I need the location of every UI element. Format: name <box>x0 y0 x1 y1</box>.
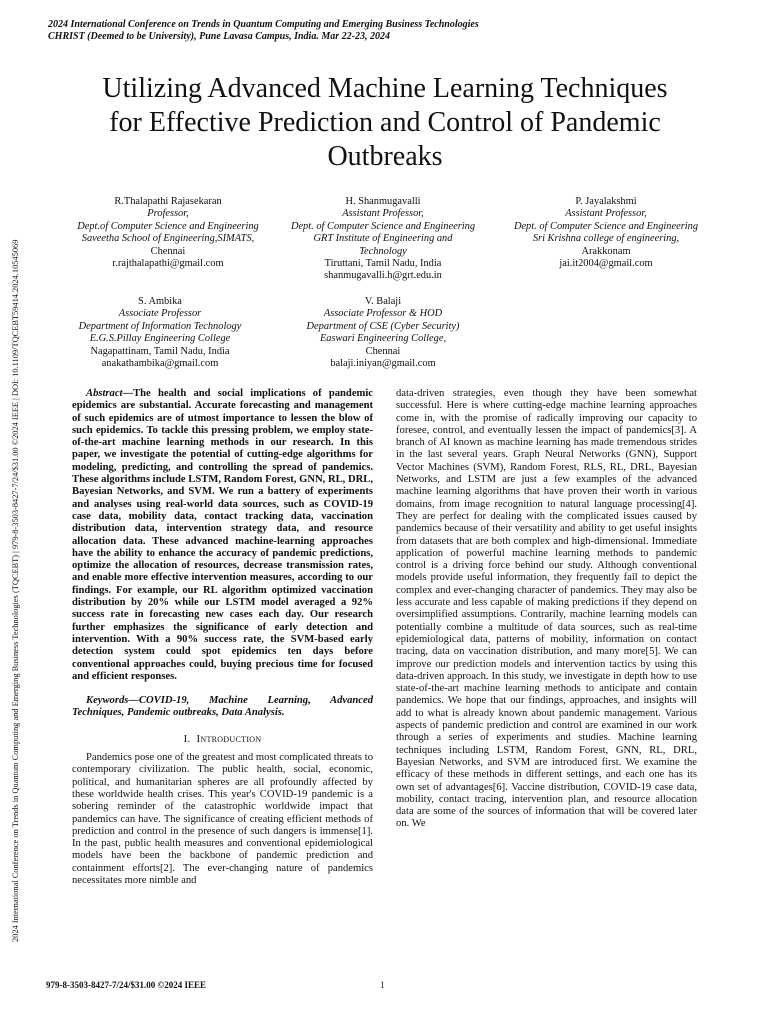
author-block <box>276 296 490 370</box>
author-email: anakathambika@gmail.com <box>101 358 219 370</box>
author-dept: Department of CSE (Cyber Security) <box>306 320 460 332</box>
author-role: Assistant Professor, <box>342 208 424 220</box>
conference-name: 2024 International Conference on Trends in Quantum Computing and Emerging Business Technologies <box>48 19 479 30</box>
section-title: Introduction <box>196 732 262 745</box>
author-email: balaji.iniyan@gmail.com <box>330 358 436 370</box>
intro-paragraph-right: data-driven strategies, even though they have been somewhat successful. Here is where cutting-edge machine learning approaches come in, with the promise of radically improving our capacity to foresee, control, and eventually lessen the impact of pandemics[3]. A branch of AI known as machine learning has made tremendous strides in the last several years. Graph Neural Networks (GNN), Support Vector Machines (SVM), Random Forest, RLS, RL, DRL, Bayesian Networks, and LSTM are just a few examples of the advanced machine learning algorithms that have proven their worth in various domains, from image recognition to natural language processing[4]. They are perfect for dealing with the complicated issues caused by pandemics because of their versatility and ability to get useful insights from datasets that are both complex and high-dimensional. Immediate application of powerful machine learning methods to pandemic control is a driving force behind our study. Although conventional models provide useful information, they frequently fail to depict the complex and ever-changing character of pandemics. They may also be less accurate and less capable of making predictions if they depend on oversimplified assumptions. Contrarily, machine learning models can potentially combine a multitude of data sources, such as real-time epidemiological data, patterns of mobility, information on contact tracing, data on vaccination distribution, and many more[5]. We can improve our prediction models and intervention tactics by using this data-driven approach. In this study, we investigate in depth how to use state-of-the-art machine learning methods to anticipate and contain pandemics. We hope that our findings, approaches, and insights will add to what is already known about pandemic management. Various aspects of pandemic prediction and control are examined in our work through a series of experiments and studies. Machine learning techniques including LSTM, Random Forest, GNN, RL, DRL, Bayesian Networks, and SVM are introduced first. We examine the efficacy of these methods in different settings, and each one has its own set of advantages[6]. Vaccine distribution, COVID-19 case data, mobility, contact tracing, intervention plan, and resource allocation data are some of the sources of information that will be covered later on. We <box>396 388 697 830</box>
author-location: Nagapattinam, Tamil Nadu, India <box>90 345 230 357</box>
keywords: Keywords—COVID-19, Machine Learning, Advanced Techniques, Pandemic outbreaks, Data Analysis. <box>72 695 373 719</box>
author-block <box>60 196 276 270</box>
author-email: r.rajthalapathi@gmail.com <box>112 258 224 270</box>
author-location: Tiruttani, Tamil Nadu, India <box>324 258 442 270</box>
author-dept: Dept. of Computer Science and Engineering <box>513 220 699 232</box>
title-line-1: Utilizing Advanced Machine Learning Techniques <box>102 73 668 104</box>
author-institution: Easwari Engineering College, <box>319 333 447 345</box>
side-doi-text: 2024 International Conference on Trends in Quantum Computing and Emerging Business Technologies (TQCEBT) | 979-8-3503-8427-7/24/$31.00 ©2024 IEEE | DOI: 10.1109/TQCEBT59414.2024.10545069 <box>11 239 20 942</box>
author-dept: Dept. of Computer Science and Engineering <box>290 220 476 232</box>
author-role: Professor, <box>147 208 189 220</box>
section-number: I. <box>183 732 191 745</box>
title-line-3: Outbreaks <box>327 141 443 172</box>
author-location: Arakkonam <box>581 245 631 257</box>
author-name: P. Jayalakshmi <box>575 196 637 207</box>
author-role: Assistant Professor, <box>565 208 647 220</box>
author-name: V. Balaji <box>364 296 402 307</box>
abstract <box>72 388 373 683</box>
author-dept: Dept.of Computer Science and Engineering <box>77 220 259 232</box>
abstract-label: Abstract <box>86 388 123 399</box>
author-institution: Saveetha School of Engineering,SIMATS, <box>81 233 255 245</box>
author-location: Chennai <box>150 245 186 257</box>
author-role: Associate Professor <box>118 308 202 320</box>
intro-paragraph-left: Pandemics pose one of the greatest and most complicated threats to contemporary civilization. The public health, social, economic, political, and humanitarian spheres are all profoundly affected by these worldwide health crises. This year's COVID-19 pandemic is a sobering reminder of the catastrophic worldwide impact that pandemics can have. The significance of creating efficient methods of prediction and control in the presence of such dangers is immense[1]. In the past, public health measures and conventional epidemiological models have been the backbone of pandemic prediction and containment efforts[2]. The ever-changing nature of pandemics necessitates more nimble and <box>72 752 373 886</box>
footer-isbn: 979-8-3503-8427-7/24/$31.00 ©2024 IEEE <box>46 980 206 990</box>
title-line-2: for Effective Prediction and Control of Pandemic <box>109 107 661 138</box>
author-block <box>52 296 268 370</box>
author-name: R.Thalapathi Rajasekaran <box>114 196 222 207</box>
side-doi-strip <box>9 102 27 942</box>
author-institution: E.G.S.Pillay Engineering College <box>89 333 231 345</box>
author-block <box>496 196 716 270</box>
paper-title <box>40 72 730 174</box>
author-institution: GRT Institute of Engineering and Technology <box>313 233 453 257</box>
conference-location: CHRIST (Deemed to be University), Pune Lavasa Campus, India. Mar 22-23, 2024 <box>48 31 390 42</box>
page-number: 1 <box>380 980 385 990</box>
author-name: S. Ambika <box>138 296 182 307</box>
left-column <box>72 388 373 887</box>
conference-header <box>48 19 479 43</box>
author-dept: Department of Information Technology <box>78 320 242 332</box>
author-email: shanmugavalli.h@grt.edu.in <box>324 270 442 282</box>
author-name: H. Shanmugavalli <box>345 196 421 207</box>
author-location: Chennai <box>365 345 401 357</box>
author-institution: Sri Krishna college of engineering, <box>532 233 680 245</box>
author-email: jai.it2004@gmail.com <box>559 258 653 270</box>
abstract-text: —The health and social implications of pandemic epidemics are substantial. Accurate forecasting and management of such epidemics are of utmost importance to lessen the blow of such epidemics. To tackle this pressing problem, we employ state-of-the-art machine learning methods in our research. In this paper, we investigate the potential of cutting-edge algorithms for modeling, predicting, and controlling the spread of pandemics. These algorithms include LSTM, Random Forest, GNN, RL, DRL, Bayesian Networks, and SVM. We run a battery of experiments and analyses using real-world data sources, such as COVID-19 case data, mobility data, contact tracking data, vaccination distribution data, intervention strategy data, and resource allocation data. These advanced machine-learning approaches have the ability to enhance the accuracy of pandemic predictions, optimize the allocation of resources, decrease transmission rates, and enable more effective intervention measures, according to our findings. For example, our RL algorithm optimized vaccination distribution by 20% while our LSTM model averaged a 92% success rate in forecasting new cases each day. Our research further emphasizes the significance of early detection and intervention. With a 90% success rate, the SVM-based early detection system could spot epidemics ten days before conventional approaches could, buying precious time for focused and efficient responses. <box>72 388 373 682</box>
author-block <box>270 196 496 283</box>
section-heading <box>72 733 373 745</box>
right-column <box>396 388 697 831</box>
author-role: Associate Professor & HOD <box>323 308 443 320</box>
